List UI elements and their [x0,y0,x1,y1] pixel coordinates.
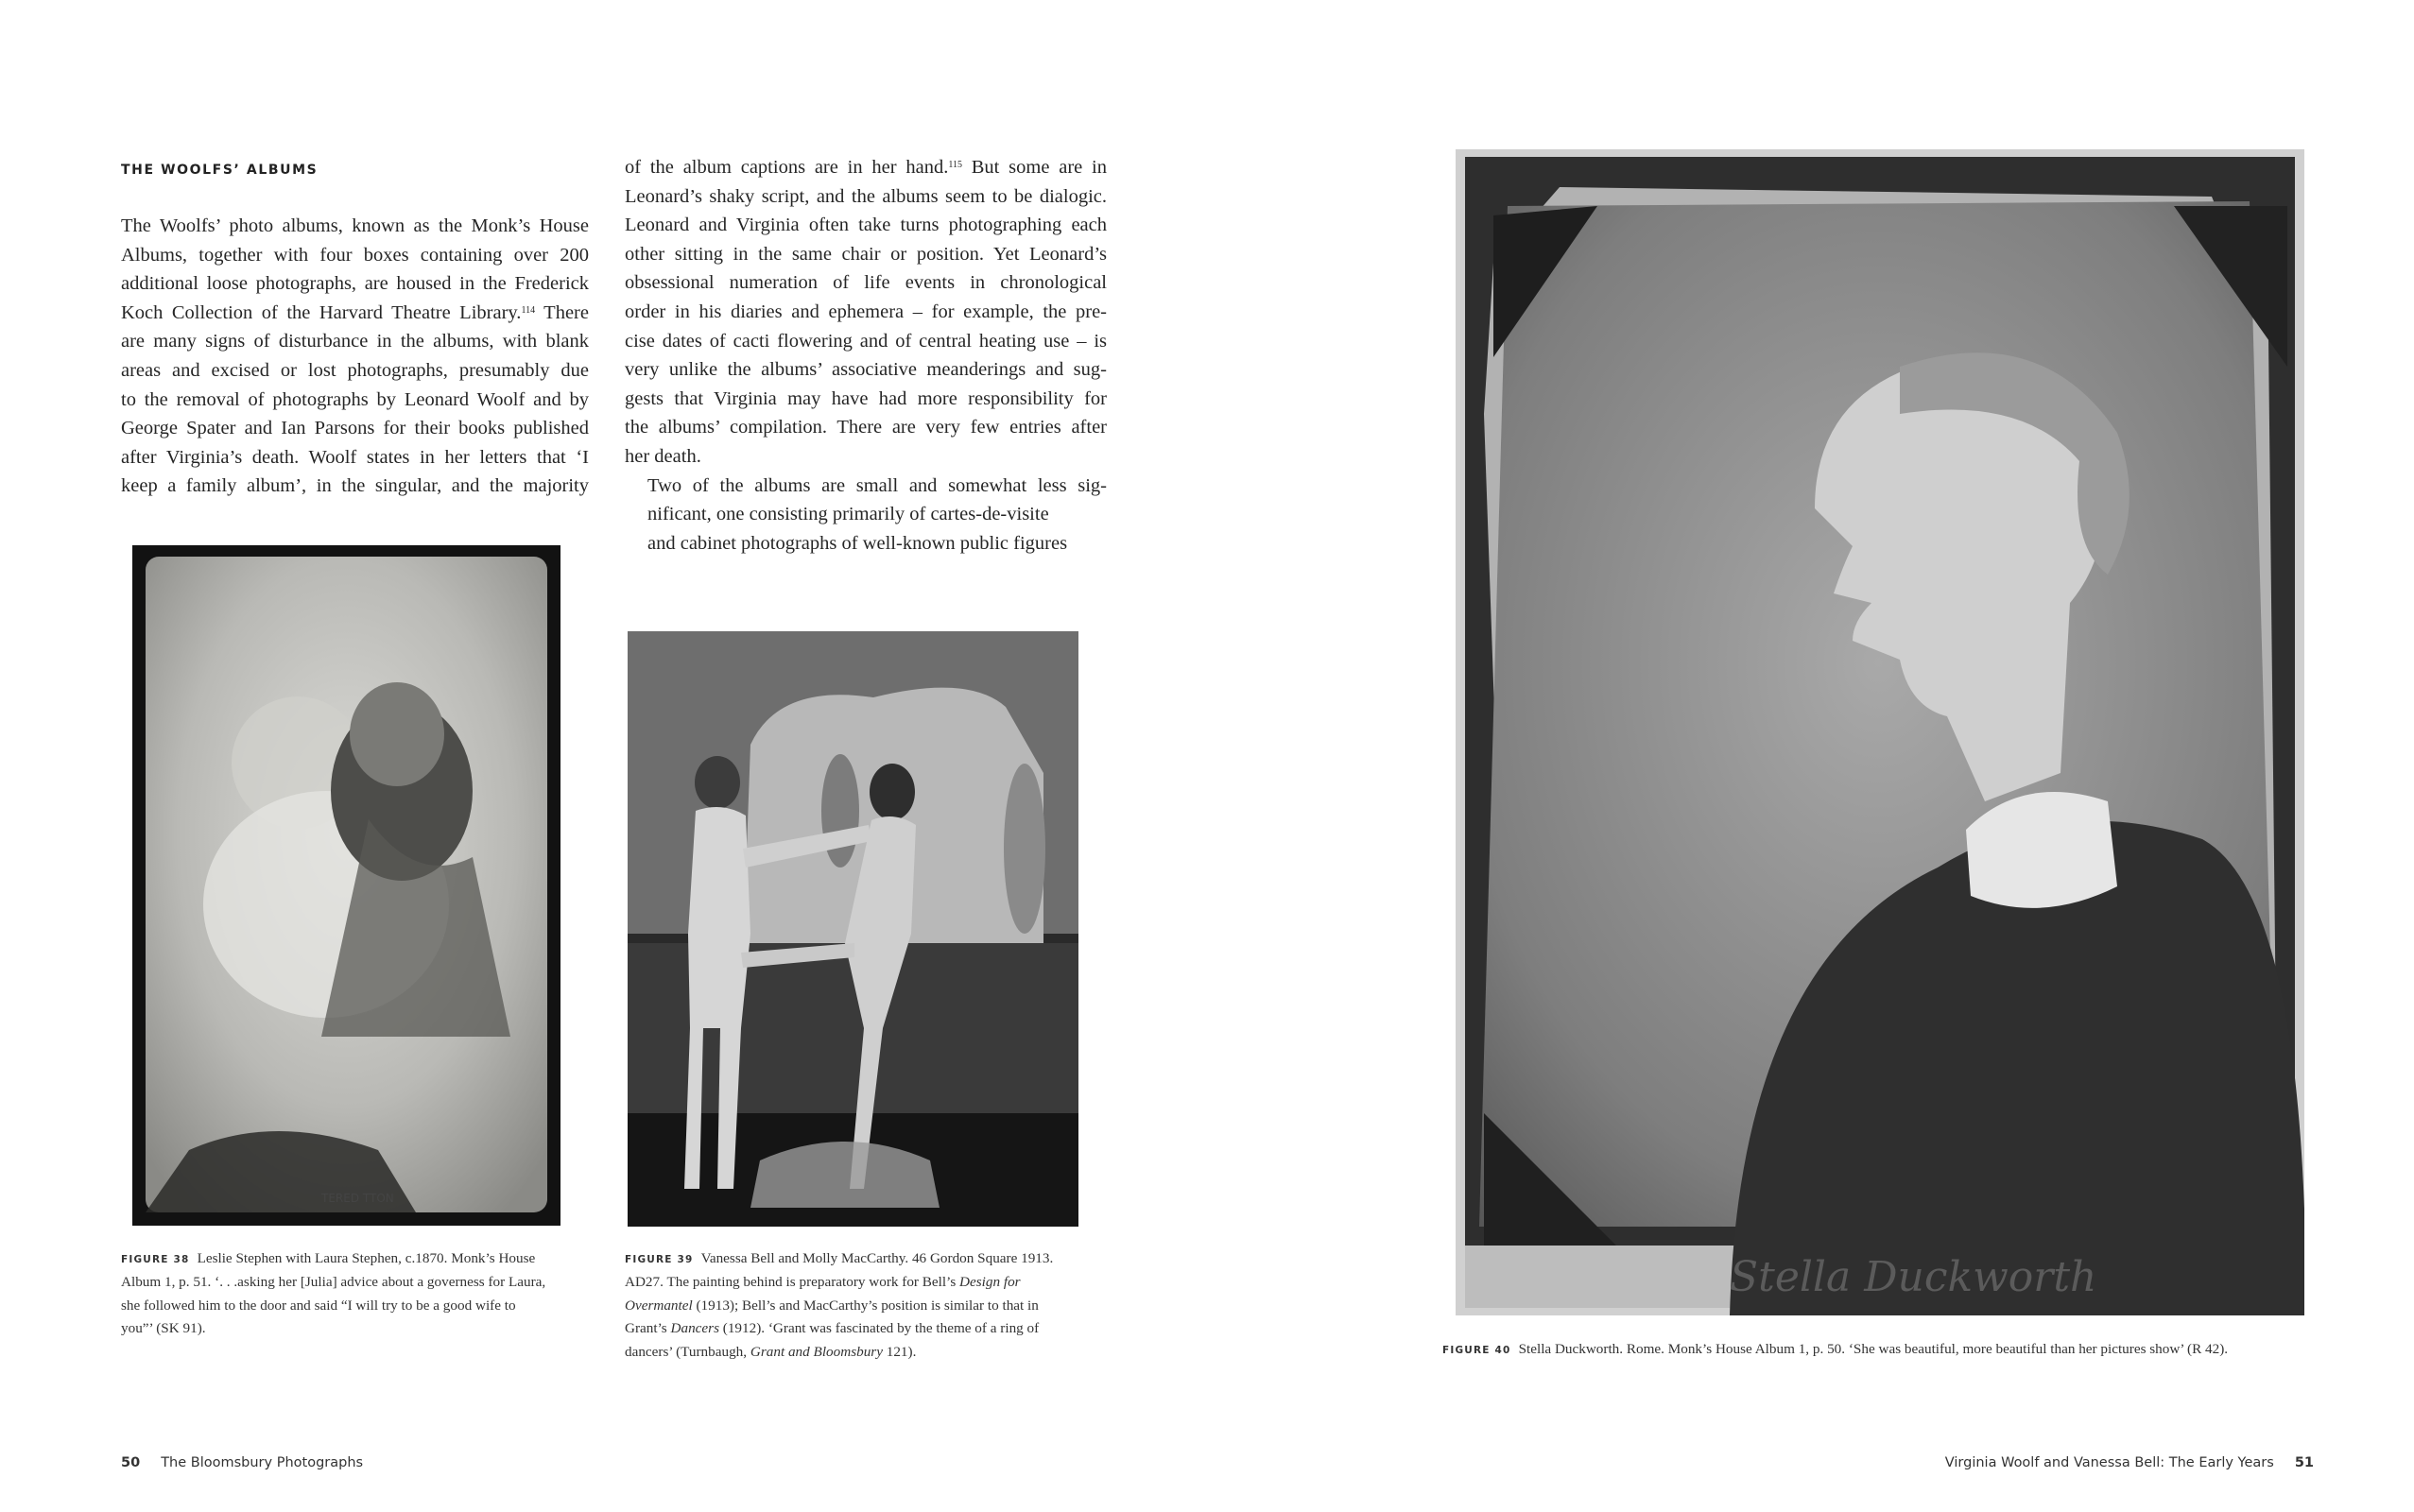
mount-text: TERED TTON [321,1192,394,1205]
figure-38-caption [121,1247,594,1341]
text-run: Stella Duckworth. Rome. Monk’s House Album 1, p. 50. ‘She was beautiful, more beautiful than her pictures show’ (R 42). [1518,1341,2229,1357]
text-run: AD27. The painting behind is preparatory work for Bell’s [625,1274,960,1291]
right-footer [1945,1455,2314,1470]
text-line [121,299,589,328]
text-line [625,1271,1097,1294]
text-run: (1913); Bell’s and MacCarthy’s position is similar to that in [692,1297,1039,1314]
footnote-ref: 115 [948,160,962,170]
figure-label: FIGURE 38 [121,1254,190,1265]
section-heading: THE WOOLFS’ ALBUMS [121,163,319,178]
figure-39-photo [628,631,1078,1227]
text-line [625,1341,1097,1364]
text-line [625,153,1107,182]
page-number: 50 [121,1455,141,1470]
text-run: dancers’ (Turnbaugh, [625,1343,750,1360]
text-line: after Virginia’s death. Woolf states in her letters that ‘I [121,446,589,468]
text-line: gests that Virginia may have had more responsibility for [625,387,1107,409]
text-line: other sitting in the same chair or position. Yet Leonard’s [625,243,1107,265]
italic-title: Design for [959,1274,1021,1291]
text-line: areas and excised or lost photographs, presumably due [121,359,589,381]
text-line: Two of the albums are small and somewhat less sig- [647,474,1107,496]
text-line: you”’ (SK 91). [121,1320,206,1337]
text-line: are many signs of disturbance in the albums, with blank [121,331,589,352]
figure-40-caption [1442,1338,2312,1362]
text-line: obsessional numeration of life events in chronological [625,272,1107,294]
text-line: Albums, together with four boxes containing over 200 [121,244,589,266]
left-footer [121,1455,363,1470]
text-line [625,1247,1097,1271]
italic-title: Overmantel [625,1297,693,1314]
text-line: additional loose photographs, are housed in the Frederick [121,273,589,295]
figure-40-photo [1456,149,2304,1315]
text-run: Grant’s [625,1320,671,1337]
figure-label: FIGURE 39 [625,1254,694,1265]
text-line: to the removal of photographs by Leonard Woolf and by [121,388,589,410]
text-line: The Woolfs’ photo albums, known as the Monk’s House [121,215,589,236]
text-run: of the album captions are in her hand. [625,157,949,178]
text-line: Leonard’s shaky script, and the albums seem to be dialogic. [625,185,1107,207]
text-line: her death. [625,445,701,467]
body-text-column-2 [625,153,1107,558]
text-line [625,1317,1097,1340]
text-run: Koch Collection of the Harvard Theatre Library. [121,301,522,323]
body-text-column-1 [121,212,589,501]
footnote-ref: 114 [521,304,536,316]
text-run: (1912). ‘Grant was fascinated by the theme of a ring of [718,1320,1040,1337]
figure-39-caption [625,1247,1097,1364]
text-line: George Spater and Ian Parsons for their books published [121,418,589,439]
text-line [121,1247,594,1271]
figure-38-photo [132,545,560,1226]
text-line: Leonard and Virginia often take turns photographing each [625,215,1107,236]
text-line: she followed him to the door and said “I will try to be a good wife to [121,1297,516,1314]
paragraph [625,153,1107,472]
text-run: But some are in [961,157,1107,178]
text-line [625,1295,1097,1317]
page-number: 51 [2294,1455,2314,1470]
text-run: There [535,301,589,323]
text-line: Album 1, p. 51. ‘. . .asking her [Julia] advice about a governess for Laura, [121,1274,546,1291]
text-line: very unlike the albums’ associative meanderings and sug- [625,359,1107,381]
text-line: cise dates of cacti flowering and of central heating use – is [625,330,1107,352]
paragraph [121,212,589,501]
paragraph [625,472,1107,558]
text-run: 121). [882,1343,917,1360]
text-line: and cabinet photographs of well-known public figures [647,532,1068,554]
text-run: Vanessa Bell and Molly MacCarthy. 46 Gordon Square 1913. [700,1250,1054,1266]
italic-title: Dancers [670,1320,719,1337]
italic-title: Grant and Bloomsbury [750,1343,883,1360]
text-line: order in his diaries and ephemera – for example, the pre- [625,301,1107,322]
text-line: keep a family album’, in the singular, and the majority [121,475,589,497]
text-line: nificant, one consisting primarily of cartes-de-visite [647,504,1049,525]
figure-label: FIGURE 40 [1442,1345,1511,1356]
inscription: Stella Duckworth [1730,1253,2097,1301]
running-head: Virginia Woolf and Vanessa Bell: The Early Years [1944,1455,2274,1470]
text-line: the albums’ compilation. There are very few entries after [625,417,1107,438]
text-run: Leslie Stephen with Laura Stephen, c.1870. Monk’s House [197,1250,536,1266]
running-head: The Bloomsbury Photographs [161,1455,364,1470]
